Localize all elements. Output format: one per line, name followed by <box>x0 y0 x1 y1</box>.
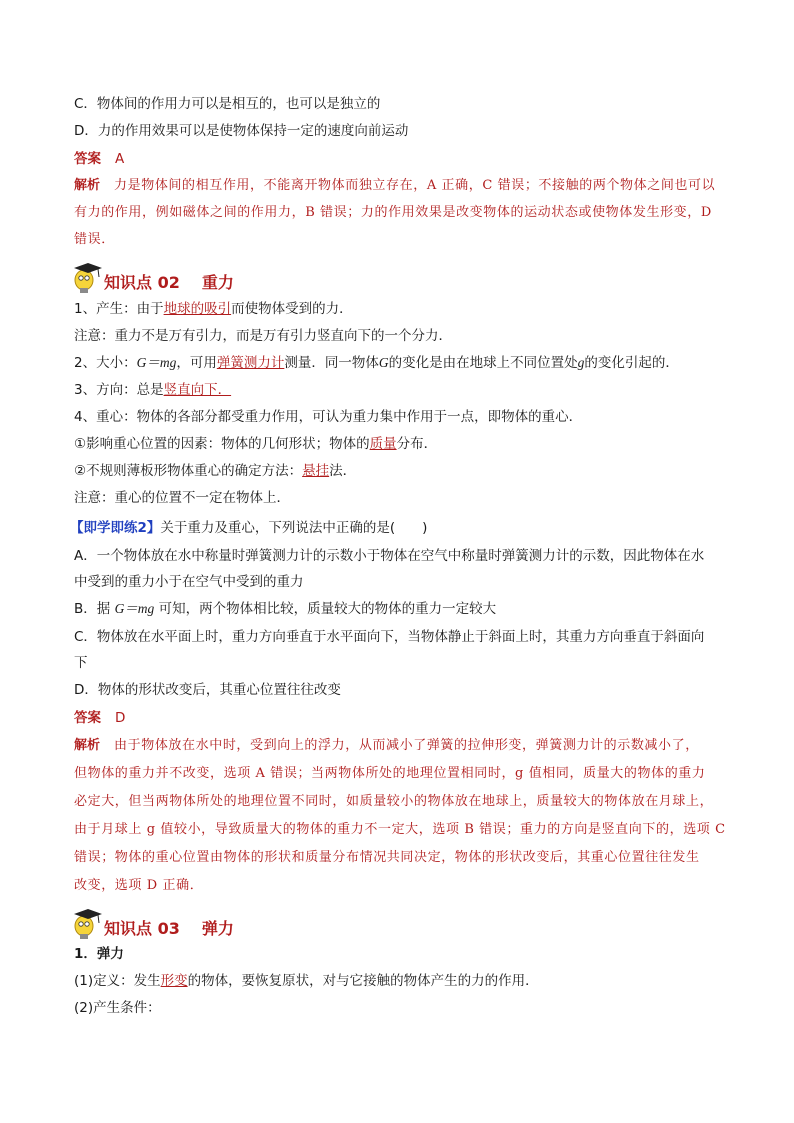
practice-tag: 【即学即练2】 <box>70 520 161 536</box>
explanation-line: 解析 由于物体放在水中时，受到向上的浮力，从而减小了弹簧的拉伸形变，弹簧测力计的示数减小了， <box>74 738 699 753</box>
point-magnitude: 2、大小：G＝mg，可用弹簧测力计测量．同一物体G的变化是由在地球上不同位置处g的变化引起的． <box>74 355 679 371</box>
point-center: 4、重心：物体的各部分都受重力作用，可认为重力集中作用于一点，即物体的重心． <box>74 409 583 425</box>
explanation-line: 改变，选项 D 正确． <box>74 878 204 893</box>
section-header-03 <box>70 906 370 942</box>
section-title: 知识点 02 重力 <box>104 273 234 292</box>
explanation-line: 错误． <box>74 232 115 247</box>
explain-text: 力是物体间的相互作用，不能离开物体而独立存在，A 正确，C 错误；不接触的两个物体之间也可以 <box>114 178 716 193</box>
option-c-cont: 下 <box>74 655 88 671</box>
explanation-line: 但物体的重力并不改变，选项 A 错误；当两物体所处的地理位置相同时，g 值相同，质量大的物体的重力 <box>74 766 706 781</box>
point-method: ②不规则薄板形物体重心的确定方法：悬挂法． <box>74 463 357 479</box>
option-d: D．物体的形状改变后，其重心位置往往改变 <box>74 682 341 698</box>
subsection-heading: 1．弹力 <box>74 946 124 962</box>
definition: (1)定义：发生形变的物体，要恢复原状，对与它接触的物体产生的力的作用． <box>74 973 539 989</box>
point-production: 1、产生：由于地球的吸引而使物体受到的力． <box>74 301 353 317</box>
explanation-line: 错误；物体的重心位置由物体的形状和质量分布情况共同决定，物体的形状改变后，其重心位置往往发生 <box>74 850 700 865</box>
answer-value: A <box>115 151 125 167</box>
option-b: B．据 G＝mg 可知，两个物体相比较，质量较大的物体的重力一定较大 <box>74 601 497 617</box>
explanation-line: 由于月球上 g 值较小，导致质量大的物体的重力不一定大，选项 B 错误；重力的方向是竖直向下的，选项 C <box>74 822 726 837</box>
option-c: C．物体间的作用力可以是相互的，也可以是独立的 <box>74 96 381 112</box>
lightbulb-scholar-icon <box>70 906 104 940</box>
option-d: D．力的作用效果可以是使物体保持一定的速度向前运动 <box>74 123 409 139</box>
answer-label: 答案 <box>74 151 101 167</box>
note-gravity: 注意：重力不是万有引力，而是万有引力竖直向下的一个分力． <box>74 328 452 344</box>
section-header-02 <box>70 260 370 296</box>
point-direction: 3、方向：总是竖直向下． <box>74 382 232 398</box>
question-2-stem: 【即学即练2】关于重力及重心，下列说法中正确的是( ) <box>70 520 428 536</box>
explanation-line: 必定大，但当两物体所处的地理位置不同时，如质量较小的物体放在地球上，质量较大的物体放在月球上， <box>74 794 714 809</box>
explain-label: 解析 <box>74 738 101 753</box>
note-center: 注意：重心的位置不一定在物体上． <box>74 490 290 506</box>
answer-value: D <box>115 710 126 726</box>
explanation-line <box>74 176 724 196</box>
option-a-cont: 中受到的重力小于在空气中受到的重力 <box>74 574 304 590</box>
explanation-line: 有力的作用，例如磁体之间的作用力，B 错误；力的作用效果是改变物体的运动状态或使物体发生形变，D <box>74 205 712 220</box>
conditions: (2)产生条件： <box>74 1000 161 1016</box>
point-factors: ①影响重心位置的因素：物体的几何形状；物体的质量分布． <box>74 436 438 452</box>
answer-row <box>74 149 724 169</box>
answer-label: 答案 <box>74 710 101 726</box>
option-c: C．物体放在水平面上时，重力方向垂直于水平面向下，当物体静止于斜面上时，其重力方向垂直于斜面向 <box>74 629 705 645</box>
option-a: A．一个物体放在水中称量时弹簧测力计的示数小于物体在空气中称量时弹簧测力计的示数，因此物体在水 <box>74 548 705 564</box>
explain-label: 解析 <box>74 178 101 193</box>
answer-row <box>74 708 724 728</box>
lightbulb-scholar-icon <box>70 260 104 294</box>
section-title: 知识点 03 弹力 <box>104 919 234 938</box>
